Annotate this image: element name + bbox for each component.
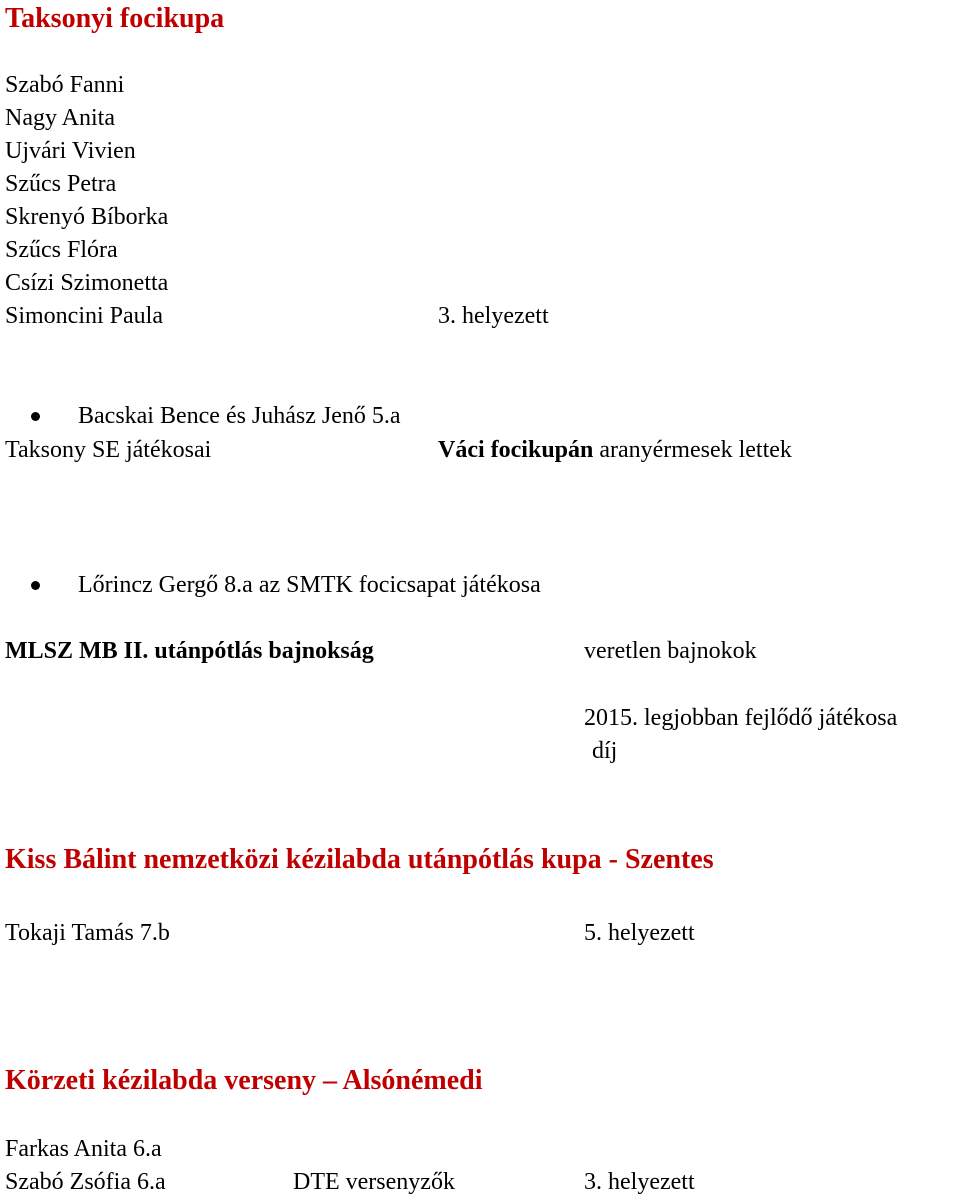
player-name: Ujvári Vivien xyxy=(5,138,136,164)
szentes-player: Tokaji Tamás 7.b xyxy=(5,920,170,946)
player-name: Simoncini Paula xyxy=(5,303,163,329)
alsonemedi-heading: Körzeti kézilabda verseny – Alsónémedi xyxy=(5,1065,483,1096)
player-name: Csízi Szimonetta xyxy=(5,270,169,296)
mlsz-league: MLSZ MB II. utánpótlás bajnokság xyxy=(5,638,374,664)
alsonemedi-result: 3. helyezett xyxy=(584,1169,695,1195)
player-name: Szűcs Flóra xyxy=(5,237,118,263)
vac-event-bold: Váci focikupán xyxy=(438,437,594,463)
team-result: 3. helyezett xyxy=(438,303,549,329)
mlsz-bullet-text: Lőrincz Gergő 8.a az SMTK focicsapat játékosa xyxy=(78,572,541,598)
alsonemedi-player2: Szabó Zsófia 6.a xyxy=(5,1169,166,1195)
vac-bullet-text: Bacskai Bence és Juhász Jenő 5.a xyxy=(78,403,401,429)
szentes-heading: Kiss Bálint nemzetközi kézilabda utánpótlás kupa - Szentes xyxy=(5,844,714,875)
page-title: Taksonyi focikupa xyxy=(5,3,225,34)
player-name: Skrenyó Bíborka xyxy=(5,204,169,230)
vac-event-rest: aranyérmesek lettek xyxy=(593,437,792,463)
vac-club-text: Taksony SE játékosai xyxy=(5,437,212,463)
mlsz-result: veretlen bajnokok xyxy=(584,638,757,664)
bullet-icon xyxy=(31,581,40,590)
player-name: Nagy Anita xyxy=(5,105,115,131)
player-name: Szűcs Petra xyxy=(5,171,117,197)
bullet-icon xyxy=(31,412,40,421)
mlsz-award-line2: díj xyxy=(592,738,618,764)
szentes-result: 5. helyezett xyxy=(584,920,695,946)
alsonemedi-player1: Farkas Anita 6.a xyxy=(5,1136,162,1162)
mlsz-award-line1: 2015. legjobban fejlődő játékosa xyxy=(584,705,898,731)
vac-event-line xyxy=(438,435,792,465)
alsonemedi-team: DTE versenyzők xyxy=(293,1169,455,1195)
player-name: Szabó Fanni xyxy=(5,72,125,98)
